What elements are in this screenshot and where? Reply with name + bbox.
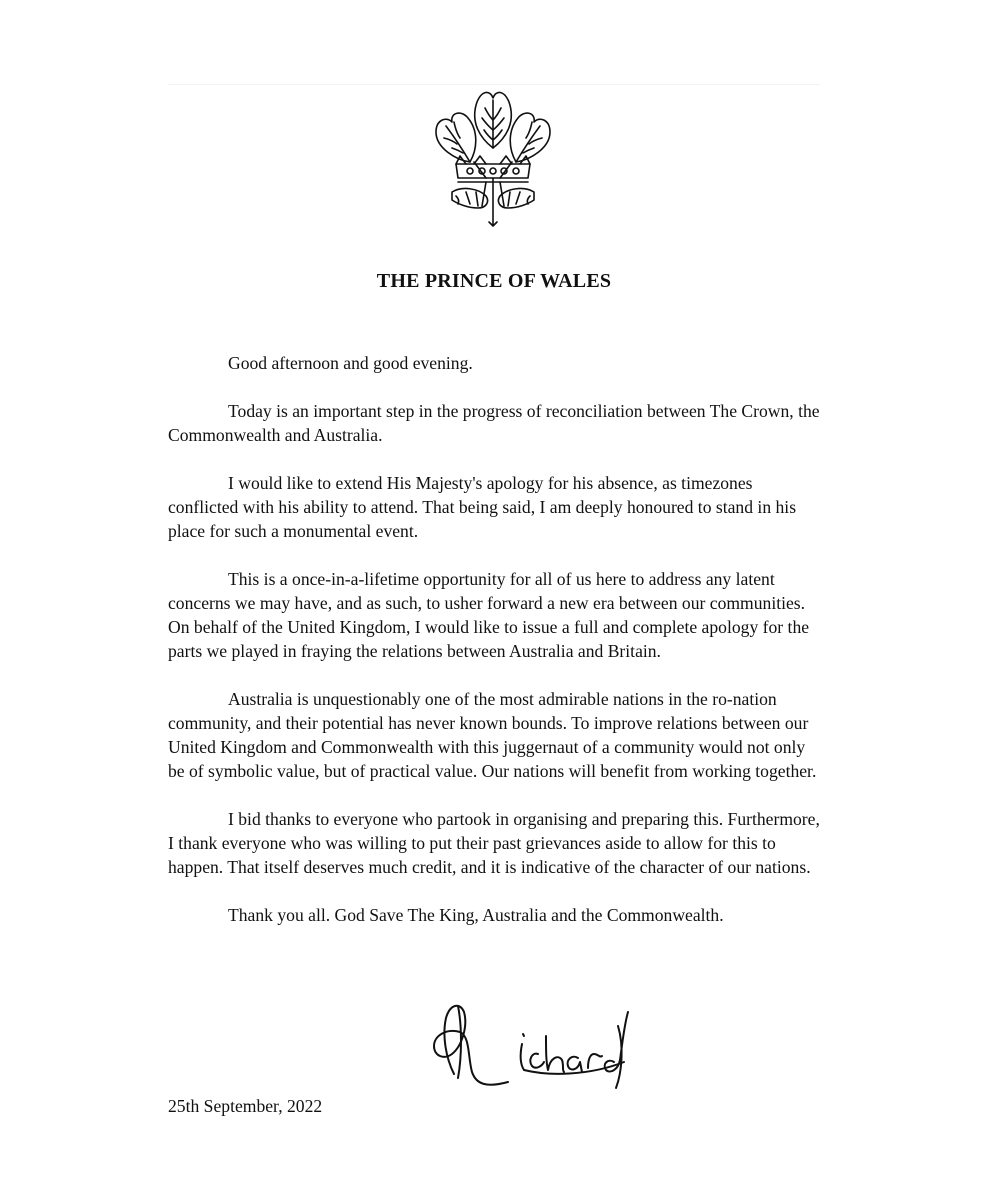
paragraph-australia: Australia is unquestionably one of the most admirable nations in the ro-nation community, and their potential has never known bounds. To improve relations between our United Kingdom and Commonwealth with this juggernaut of a community would not only be of symbolic value, but of practical value. Our nations will benefit from working together. [168, 689, 817, 781]
letter-heading: THE PRINCE OF WALES [376, 270, 612, 292]
signature-icon [428, 996, 638, 1096]
paragraph-opportunity: This is a once-in-a-lifetime opportunity for all of us here to address any latent concerns we may have, and as such, to usher forward a new era between our communities. On behalf of the United Kingdom, I would like to issue a full and complete apology for the parts we played in fraying the relations between Australia and Britain. [168, 569, 810, 661]
paragraph-thanks: I bid thanks to everyone who partook in organising and preparing this. Furthermore, I thank everyone who was willing to put their past grievances aside to allow for this to happen. That itself deserves much credit, and it is indicative of the character of our nations. [168, 809, 820, 877]
prince-of-wales-feathers-icon [430, 86, 556, 228]
paragraph-greeting: Good afternoon and good evening. [228, 353, 473, 373]
letter-body [168, 351, 820, 951]
paragraph-reconciliation: Today is an important step in the progress of reconciliation between The Crown, the Commonwealth and Australia. [168, 401, 820, 445]
letter-date: 25th September, 2022 [168, 1096, 323, 1116]
paragraph-closing: Thank you all. God Save The King, Australia and the Commonwealth. [228, 905, 724, 925]
paragraph-apology-absence: I would like to extend His Majesty's apology for his absence, as timezones conflicted with his ability to attend. That being said, I am deeply honoured to stand in his place for such a monumental event. [168, 473, 797, 541]
top-divider [168, 84, 820, 85]
